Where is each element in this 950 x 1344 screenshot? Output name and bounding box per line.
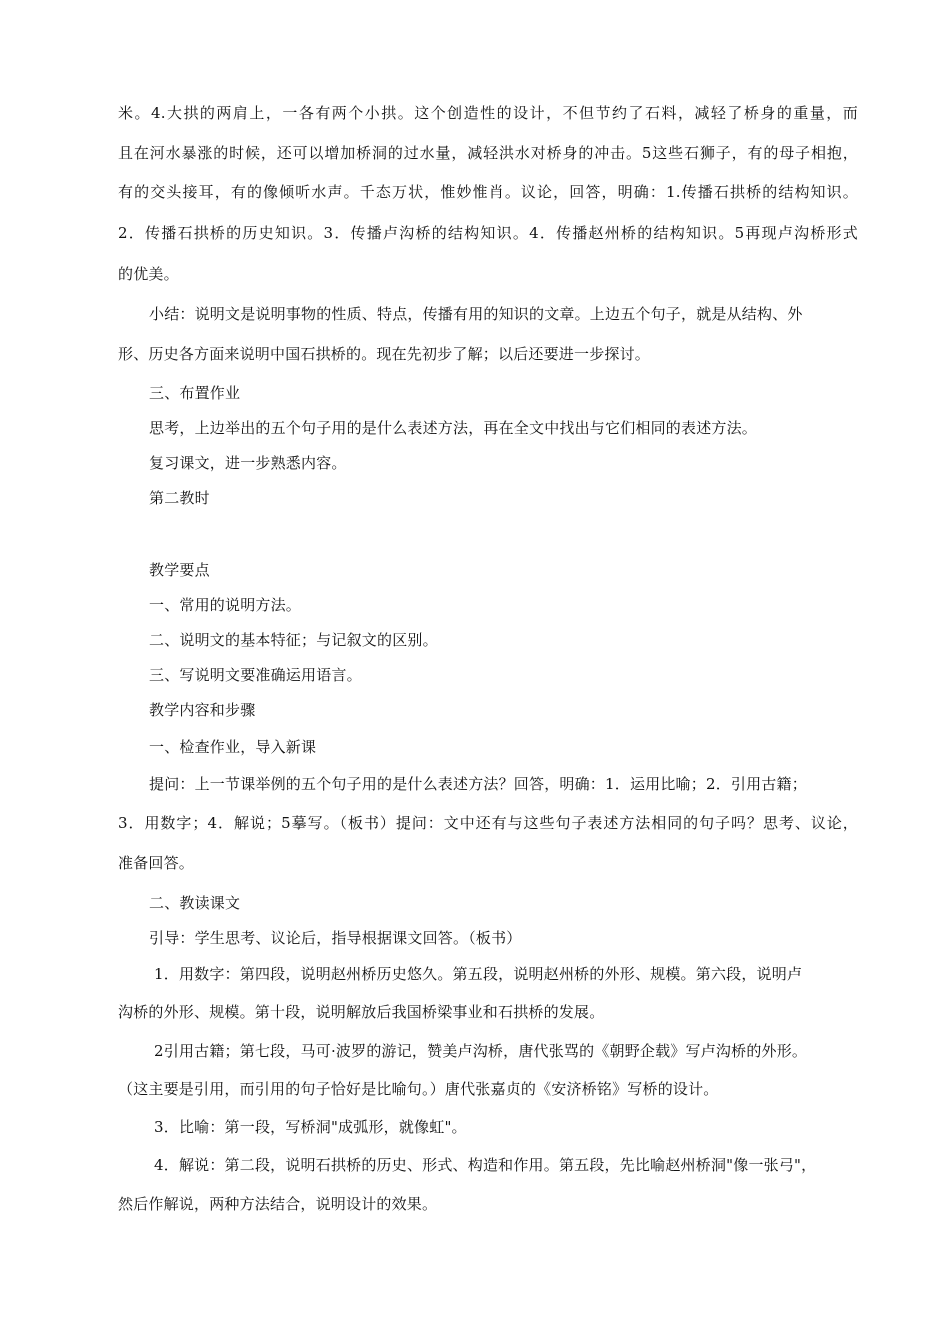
text-line: （这主要是引用，而引用的句子恰好是比喻句。）唐代张嘉贞的《安济桥铭》写桥的设计。: [118, 1080, 719, 1098]
text-line: 的优美。: [118, 265, 179, 283]
section-heading: 第二教时: [149, 489, 210, 507]
section-heading: 教学内容和步骤: [149, 701, 256, 719]
text-line: 且在河水暴涨的时候，还可以增加桥洞的过水量，减轻洪水对桥身的冲击。5这些石狮子，有的母子相抱，: [118, 144, 858, 162]
text-line: 2．传播石拱桥的历史知识。3．传播卢沟桥的结构知识。4．传播赵州桥的结构知识。5再现卢沟桥形式: [118, 224, 858, 242]
section-heading: 教学要点: [149, 561, 210, 579]
text-line: 4．解说：第二段，说明石拱桥的历史、形式、构造和作用。第五段，先比喻赵州桥洞"像一张弓"，: [154, 1156, 817, 1174]
text-line: 有的交头接耳，有的像倾听水声。千态万状，惟妙惟肖。议论，回答，明确：1.传播石拱桥的结构知识。: [118, 183, 858, 201]
text-line: 3．用数字；4．解说；5摹写。（板书）提问：文中还有与这些句子表述方法相同的句子吗？思考、议论，: [118, 814, 858, 832]
text-line: 引导：学生思考、议论后，指导根据课文回答。（板书）: [149, 929, 522, 947]
section-heading: 一、检查作业，导入新课: [149, 738, 317, 756]
list-item: 二、说明文的基本特征；与记叙文的区别。: [149, 631, 438, 649]
text-line: 形、历史各方面来说明中国石拱桥的。现在先初步了解；以后还要进一步探讨。: [118, 345, 651, 363]
text-line: 思考，上边举出的五个句子用的是什么表述方法，再在全文中找出与它们相同的表述方法。: [149, 419, 758, 437]
text-line: 1．用数字：第四段，说明赵州桥历史悠久。第五段，说明赵州桥的外形、规模。第六段，说明卢: [154, 965, 803, 983]
text-line: 沟桥的外形、规模。第十段，说明解放后我国桥梁事业和石拱桥的发展。: [118, 1003, 605, 1021]
section-heading: 二、教读课文: [149, 894, 241, 912]
text-line: 准备回答。: [118, 854, 195, 872]
text-line: 然后作解说，两种方法结合，说明设计的效果。: [118, 1195, 438, 1213]
list-item: 一、常用的说明方法。: [149, 596, 302, 614]
list-item: 三、写说明文要准确运用语言。: [149, 666, 362, 684]
paragraph-summary: 小结：说明文是说明事物的性质、特点，传播有用的知识的文章。上边五个句子，就是从结构、外: [149, 305, 803, 323]
text-line: 2引用古籍；第七段，马可·波罗的游记，赞美卢沟桥，唐代张骂的《朝野企载》写卢沟桥的外形。: [154, 1042, 808, 1060]
section-heading: 三、布置作业: [149, 384, 241, 402]
text-line: 提问：上一节课举例的五个句子用的是什么表述方法？回答，明确：1．运用比喻；2．引用古籍；: [149, 775, 807, 793]
text-line: 复习课文，进一步熟悉内容。: [149, 454, 347, 472]
text-line: 3．比喻：第一段，写桥洞"成弧形，就像虹"。: [154, 1118, 467, 1136]
text-line: 米。4.大拱的两肩上，一各有两个小拱。这个创造性的设计，不但节约了石料，减轻了桥身的重量，而: [118, 104, 858, 122]
